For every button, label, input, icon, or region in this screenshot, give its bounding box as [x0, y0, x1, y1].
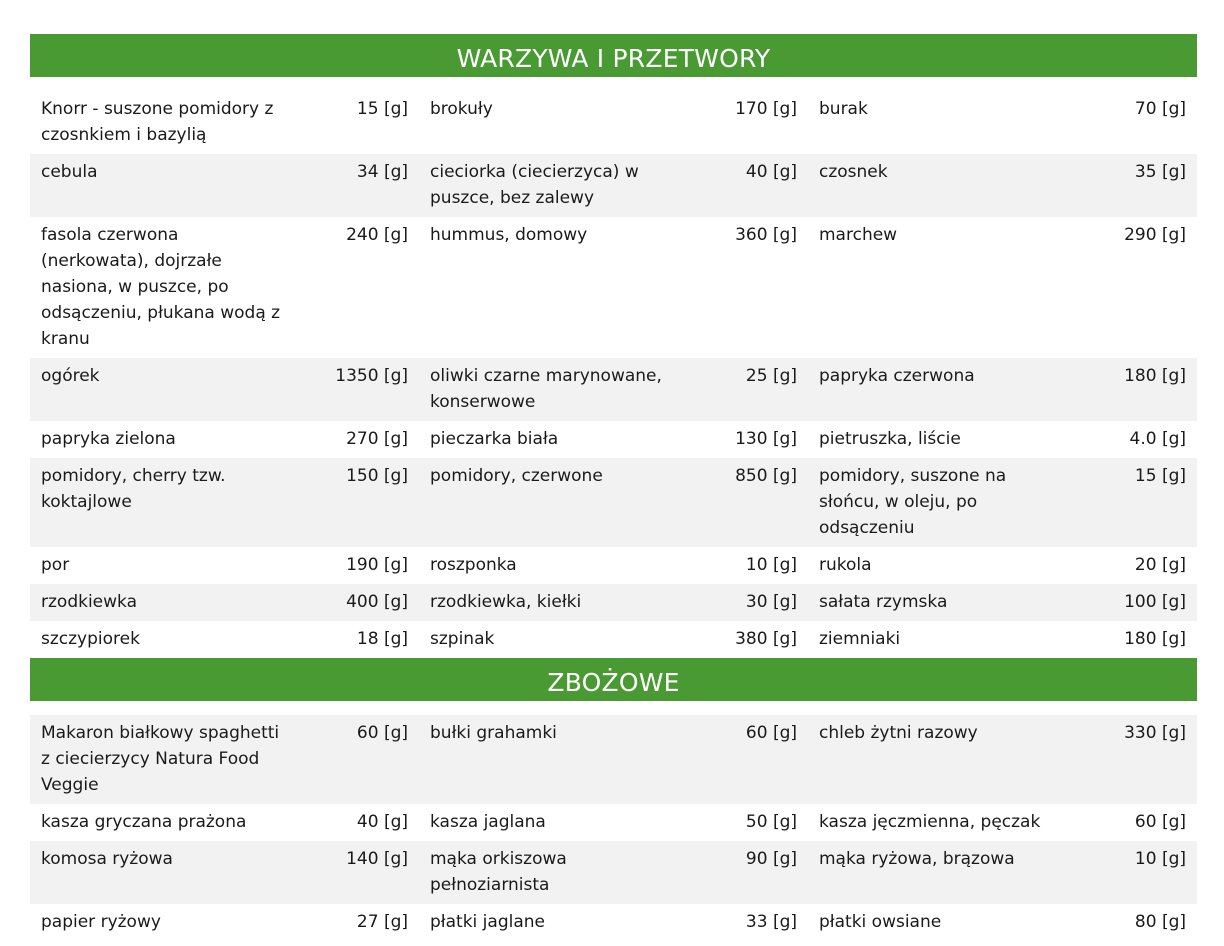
item-quantity: 140 [g] — [297, 841, 419, 904]
vegetables-table — [30, 91, 1197, 658]
item-name: papryka zielona — [41, 429, 176, 449]
item-name: Makaron białkowy spaghetti z ciecierzycy Natura Food Veggie — [30, 715, 297, 804]
table-row — [30, 458, 1197, 547]
item-quantity: 150 [g] — [297, 458, 419, 547]
item-name: bułki grahamki — [419, 715, 686, 804]
item-quantity: 10 [g] — [1075, 841, 1197, 904]
item-quantity: 27 [g] — [356, 912, 408, 932]
item-quantity: 270 [g] — [346, 429, 408, 449]
item-name: papryka czerwona — [808, 358, 1075, 421]
item-name: kasza jęczmienna, pęczak — [819, 812, 1041, 832]
table-row — [30, 715, 1197, 804]
table-row — [30, 154, 1197, 217]
item-quantity: 60 [g] — [297, 715, 419, 804]
table-row — [30, 91, 1197, 154]
item-quantity: 100 [g] — [1075, 584, 1197, 621]
item-quantity: 20 [g] — [1134, 555, 1186, 575]
item-name: chleb żytni razowy — [808, 715, 1075, 804]
item-quantity: 80 [g] — [1134, 912, 1186, 932]
table-row — [30, 621, 1197, 658]
item-quantity: 290 [g] — [1124, 225, 1186, 245]
item-name: roszponka — [430, 555, 517, 575]
item-name: burak — [819, 99, 868, 119]
item-quantity: 60 [g] — [1134, 812, 1186, 832]
item-quantity: 18 [g] — [356, 629, 408, 649]
item-name: kasza jaglana — [430, 812, 546, 832]
item-name: rzodkiewka — [30, 584, 297, 621]
item-name: kasza gryczana prażona — [41, 812, 247, 832]
item-name: szpinak — [430, 629, 495, 649]
table-row — [30, 358, 1197, 421]
section-header-vegetables: WARZYWA I PRZETWORY — [30, 34, 1197, 77]
table-row — [30, 421, 1197, 458]
item-quantity: 180 [g] — [1075, 358, 1197, 421]
item-quantity: 60 [g] — [686, 715, 808, 804]
item-quantity: 25 [g] — [686, 358, 808, 421]
item-quantity: 380 [g] — [735, 629, 797, 649]
item-name: pomidory, cherry tzw. koktajlowe — [30, 458, 297, 547]
item-name: rzodkiewka, kiełki — [419, 584, 686, 621]
item-quantity: 400 [g] — [297, 584, 419, 621]
shopping-list — [30, 34, 1197, 941]
grains-table — [30, 715, 1197, 941]
item-quantity: 360 [g] — [735, 225, 797, 245]
item-quantity: 15 [g] — [356, 99, 408, 119]
item-quantity: 90 [g] — [686, 841, 808, 904]
item-name: oliwki czarne marynowane, konserwowe — [419, 358, 686, 421]
item-name: cebula — [30, 154, 297, 217]
item-quantity: 40 [g] — [356, 812, 408, 832]
item-name: pomidory, suszone na słońcu, w oleju, po odsączeniu — [808, 458, 1075, 547]
item-quantity: 15 [g] — [1075, 458, 1197, 547]
item-quantity: 190 [g] — [346, 555, 408, 575]
item-quantity: 170 [g] — [735, 99, 797, 119]
item-name: por — [41, 555, 70, 575]
item-name: sałata rzymska — [808, 584, 1075, 621]
item-quantity: 240 [g] — [346, 225, 408, 245]
item-name: pietruszka, liście — [819, 429, 961, 449]
item-name: marchew — [819, 225, 898, 245]
table-row — [30, 904, 1197, 941]
table-row — [30, 584, 1197, 621]
item-name: fasola czerwona (nerkowata), dojrzałe nasiona, w puszce, po odsączeniu, płukana wodą z kranu — [41, 225, 281, 349]
item-name: mąka orkiszowa pełnoziarnista — [419, 841, 686, 904]
item-quantity: 4.0 [g] — [1129, 429, 1186, 449]
item-name: pieczarka biała — [430, 429, 559, 449]
table-row — [30, 804, 1197, 841]
item-name: brokuły — [430, 99, 493, 119]
item-quantity: 34 [g] — [297, 154, 419, 217]
item-quantity: 35 [g] — [1075, 154, 1197, 217]
item-name: czosnek — [808, 154, 1075, 217]
table-row — [30, 217, 1197, 358]
item-name: płatki owsiane — [819, 912, 942, 932]
item-name: komosa ryżowa — [30, 841, 297, 904]
section-header-grains: ZBOŻOWE — [30, 658, 1197, 701]
item-quantity: 1350 [g] — [297, 358, 419, 421]
item-quantity: 30 [g] — [686, 584, 808, 621]
item-quantity: 850 [g] — [686, 458, 808, 547]
table-row — [30, 547, 1197, 584]
item-quantity: 40 [g] — [686, 154, 808, 217]
item-name: rukola — [819, 555, 872, 575]
item-quantity: 50 [g] — [745, 812, 797, 832]
item-quantity: 33 [g] — [745, 912, 797, 932]
table-row — [30, 841, 1197, 904]
item-quantity: 330 [g] — [1075, 715, 1197, 804]
item-name: papier ryżowy — [41, 912, 161, 932]
item-quantity: 10 [g] — [745, 555, 797, 575]
item-name: szczypiorek — [41, 629, 140, 649]
item-quantity: 180 [g] — [1124, 629, 1186, 649]
item-name: Knorr - suszone pomidory z czosnkiem i bazylią — [41, 99, 274, 145]
item-name: pomidory, czerwone — [419, 458, 686, 547]
item-name: cieciorka (ciecierzyca) w puszce, bez zalewy — [419, 154, 686, 217]
item-name: płatki jaglane — [430, 912, 545, 932]
item-name: ziemniaki — [819, 629, 901, 649]
item-name: mąka ryżowa, brązowa — [808, 841, 1075, 904]
item-quantity: 70 [g] — [1134, 99, 1186, 119]
item-quantity: 130 [g] — [735, 429, 797, 449]
item-name: hummus, domowy — [430, 225, 588, 245]
item-name: ogórek — [30, 358, 297, 421]
